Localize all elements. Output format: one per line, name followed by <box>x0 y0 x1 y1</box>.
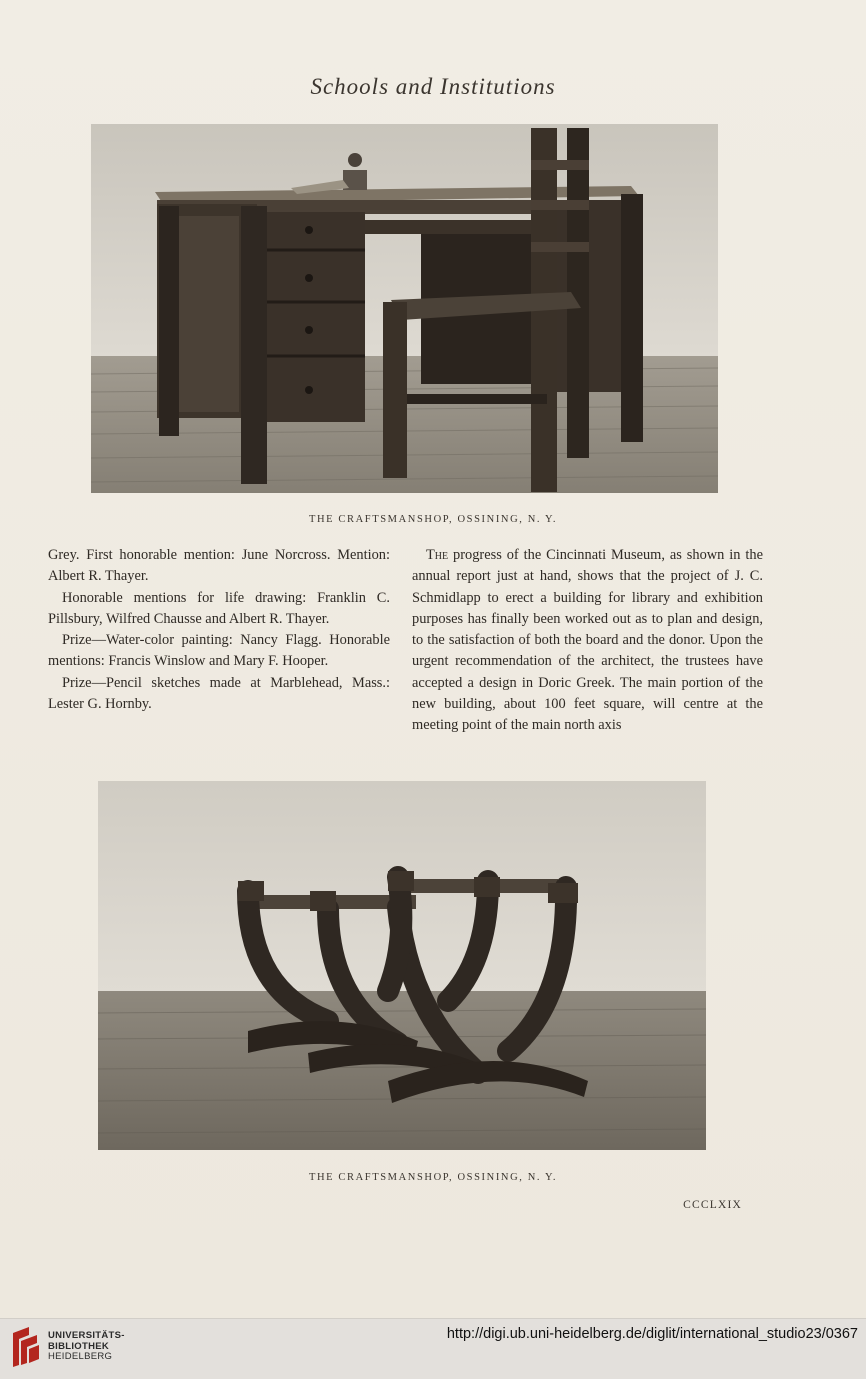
small-caps-lead: The <box>426 547 449 563</box>
paragraph: Honorable mentions for life drawing: Franklin C. Pillsbury, Wilfred Chausse and Albert R. Thayer. <box>48 589 390 627</box>
plate-caption: THE CRAFTSMANSHOP, OSSINING, N. Y. <box>308 514 558 525</box>
left-column <box>48 545 390 715</box>
paragraph: Grey. First honorable mention: June Norcross. Mention: Albert R. Thayer. <box>48 547 390 585</box>
paragraph <box>412 545 763 737</box>
permalink[interactable]: http://digi.ub.uni-heidelberg.de/diglit/international_studio23/0367 <box>446 1326 858 1342</box>
paragraph-text: progress of the Cincinnati Museum, as shown in the annual report just at hand, shows that the project of J. C. Schmidlapp to erect a building for library and exhibition purposes has finally been worked out as to plan and design, to the satisfaction of both the board and the donor. Upon the urgent recommendation of the architect, the trustees have accepted a design in Doric Greek. The main portion of the new building, about 100 feet square, will centre at the meeting point of the main north axis <box>412 547 763 734</box>
desk-chair-illustration <box>91 124 718 493</box>
right-column <box>412 545 763 737</box>
library-name <box>48 1331 125 1363</box>
library-line: HEIDELBERG <box>48 1351 113 1362</box>
plate-desk-photo <box>91 124 718 493</box>
library-line: BIBLIOTHEK <box>48 1340 110 1352</box>
running-title: Schools and Institutions <box>310 74 556 99</box>
library-logo-icon <box>9 1325 43 1369</box>
stand-illustration <box>98 781 706 1150</box>
paragraph: Prize—Water-color painting: Nancy Flagg. Honorable mentions: Francis Winslow and Mary F. Hooper. <box>48 632 390 670</box>
paragraph: Prize—Pencil sketches made at Marblehead, Mass.: Lester G. Hornby. <box>48 674 390 713</box>
plate-caption: THE CRAFTSMANSHOP, OSSINING, N. Y. <box>308 1172 558 1183</box>
page-number: CCCLXIX <box>683 1199 742 1211</box>
library-line: UNIVERSITÄTS- <box>48 1330 125 1341</box>
plate-stand-photo <box>98 781 706 1150</box>
